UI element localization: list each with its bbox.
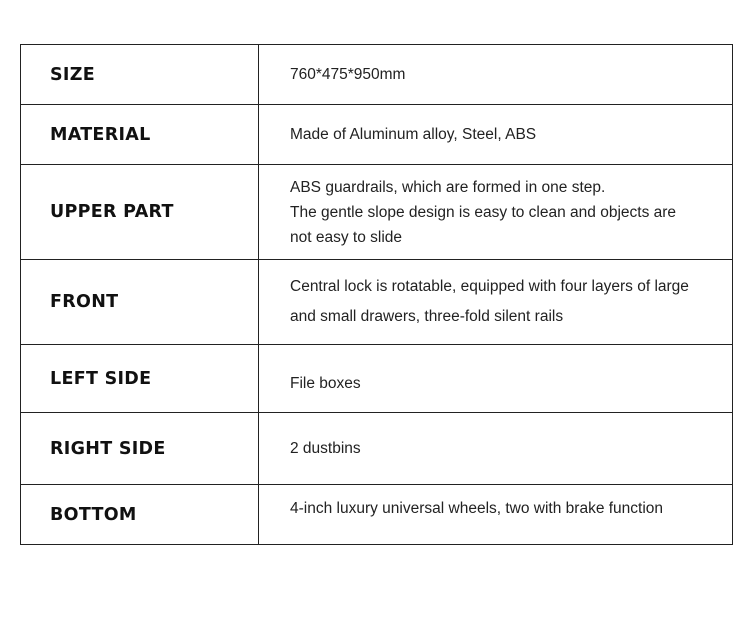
spec-table (20, 44, 733, 545)
spec-label-front: FRONT (21, 260, 259, 345)
table-row (21, 105, 733, 165)
table-row (21, 413, 733, 485)
spec-value-size (259, 45, 733, 105)
spec-value-line: 760*475*950mm (290, 65, 406, 83)
spec-value-line: and small drawers, three-fold silent rails (290, 308, 564, 325)
spec-value-bottom (259, 485, 733, 545)
spec-value-line: 4-inch luxury universal wheels, two with brake function (290, 500, 664, 517)
spec-value-line: The gentle slope design is easy to clean and objects are (290, 203, 677, 221)
spec-value-line: 2 dustbins (290, 439, 361, 457)
spec-value-left-side (259, 345, 733, 413)
spec-value-front (259, 260, 733, 345)
spec-value-line: not easy to slide (290, 228, 403, 246)
table-row (21, 345, 733, 413)
table-row (21, 45, 733, 105)
spec-label-upper-part: UPPER PART (21, 165, 259, 260)
spec-label-right-side: RIGHT SIDE (21, 413, 259, 485)
spec-label-left-side: LEFT SIDE (21, 345, 259, 413)
spec-value-line: Made of Aluminum alloy, Steel, ABS (290, 125, 537, 143)
spec-value-line: ABS guardrails, which are formed in one step. (290, 178, 606, 196)
table-row (21, 485, 733, 545)
spec-label-size: SIZE (21, 45, 259, 105)
table-row (21, 165, 733, 260)
spec-label-material: MATERIAL (21, 105, 259, 165)
spec-label-bottom: BOTTOM (21, 485, 259, 545)
spec-value-line: Central lock is rotatable, equipped with four layers of large (290, 278, 689, 295)
spec-value-material (259, 105, 733, 165)
spec-value-line: File boxes (290, 374, 361, 392)
table-row (21, 260, 733, 345)
spec-value-right-side (259, 413, 733, 485)
spec-value-upper-part (259, 165, 733, 260)
